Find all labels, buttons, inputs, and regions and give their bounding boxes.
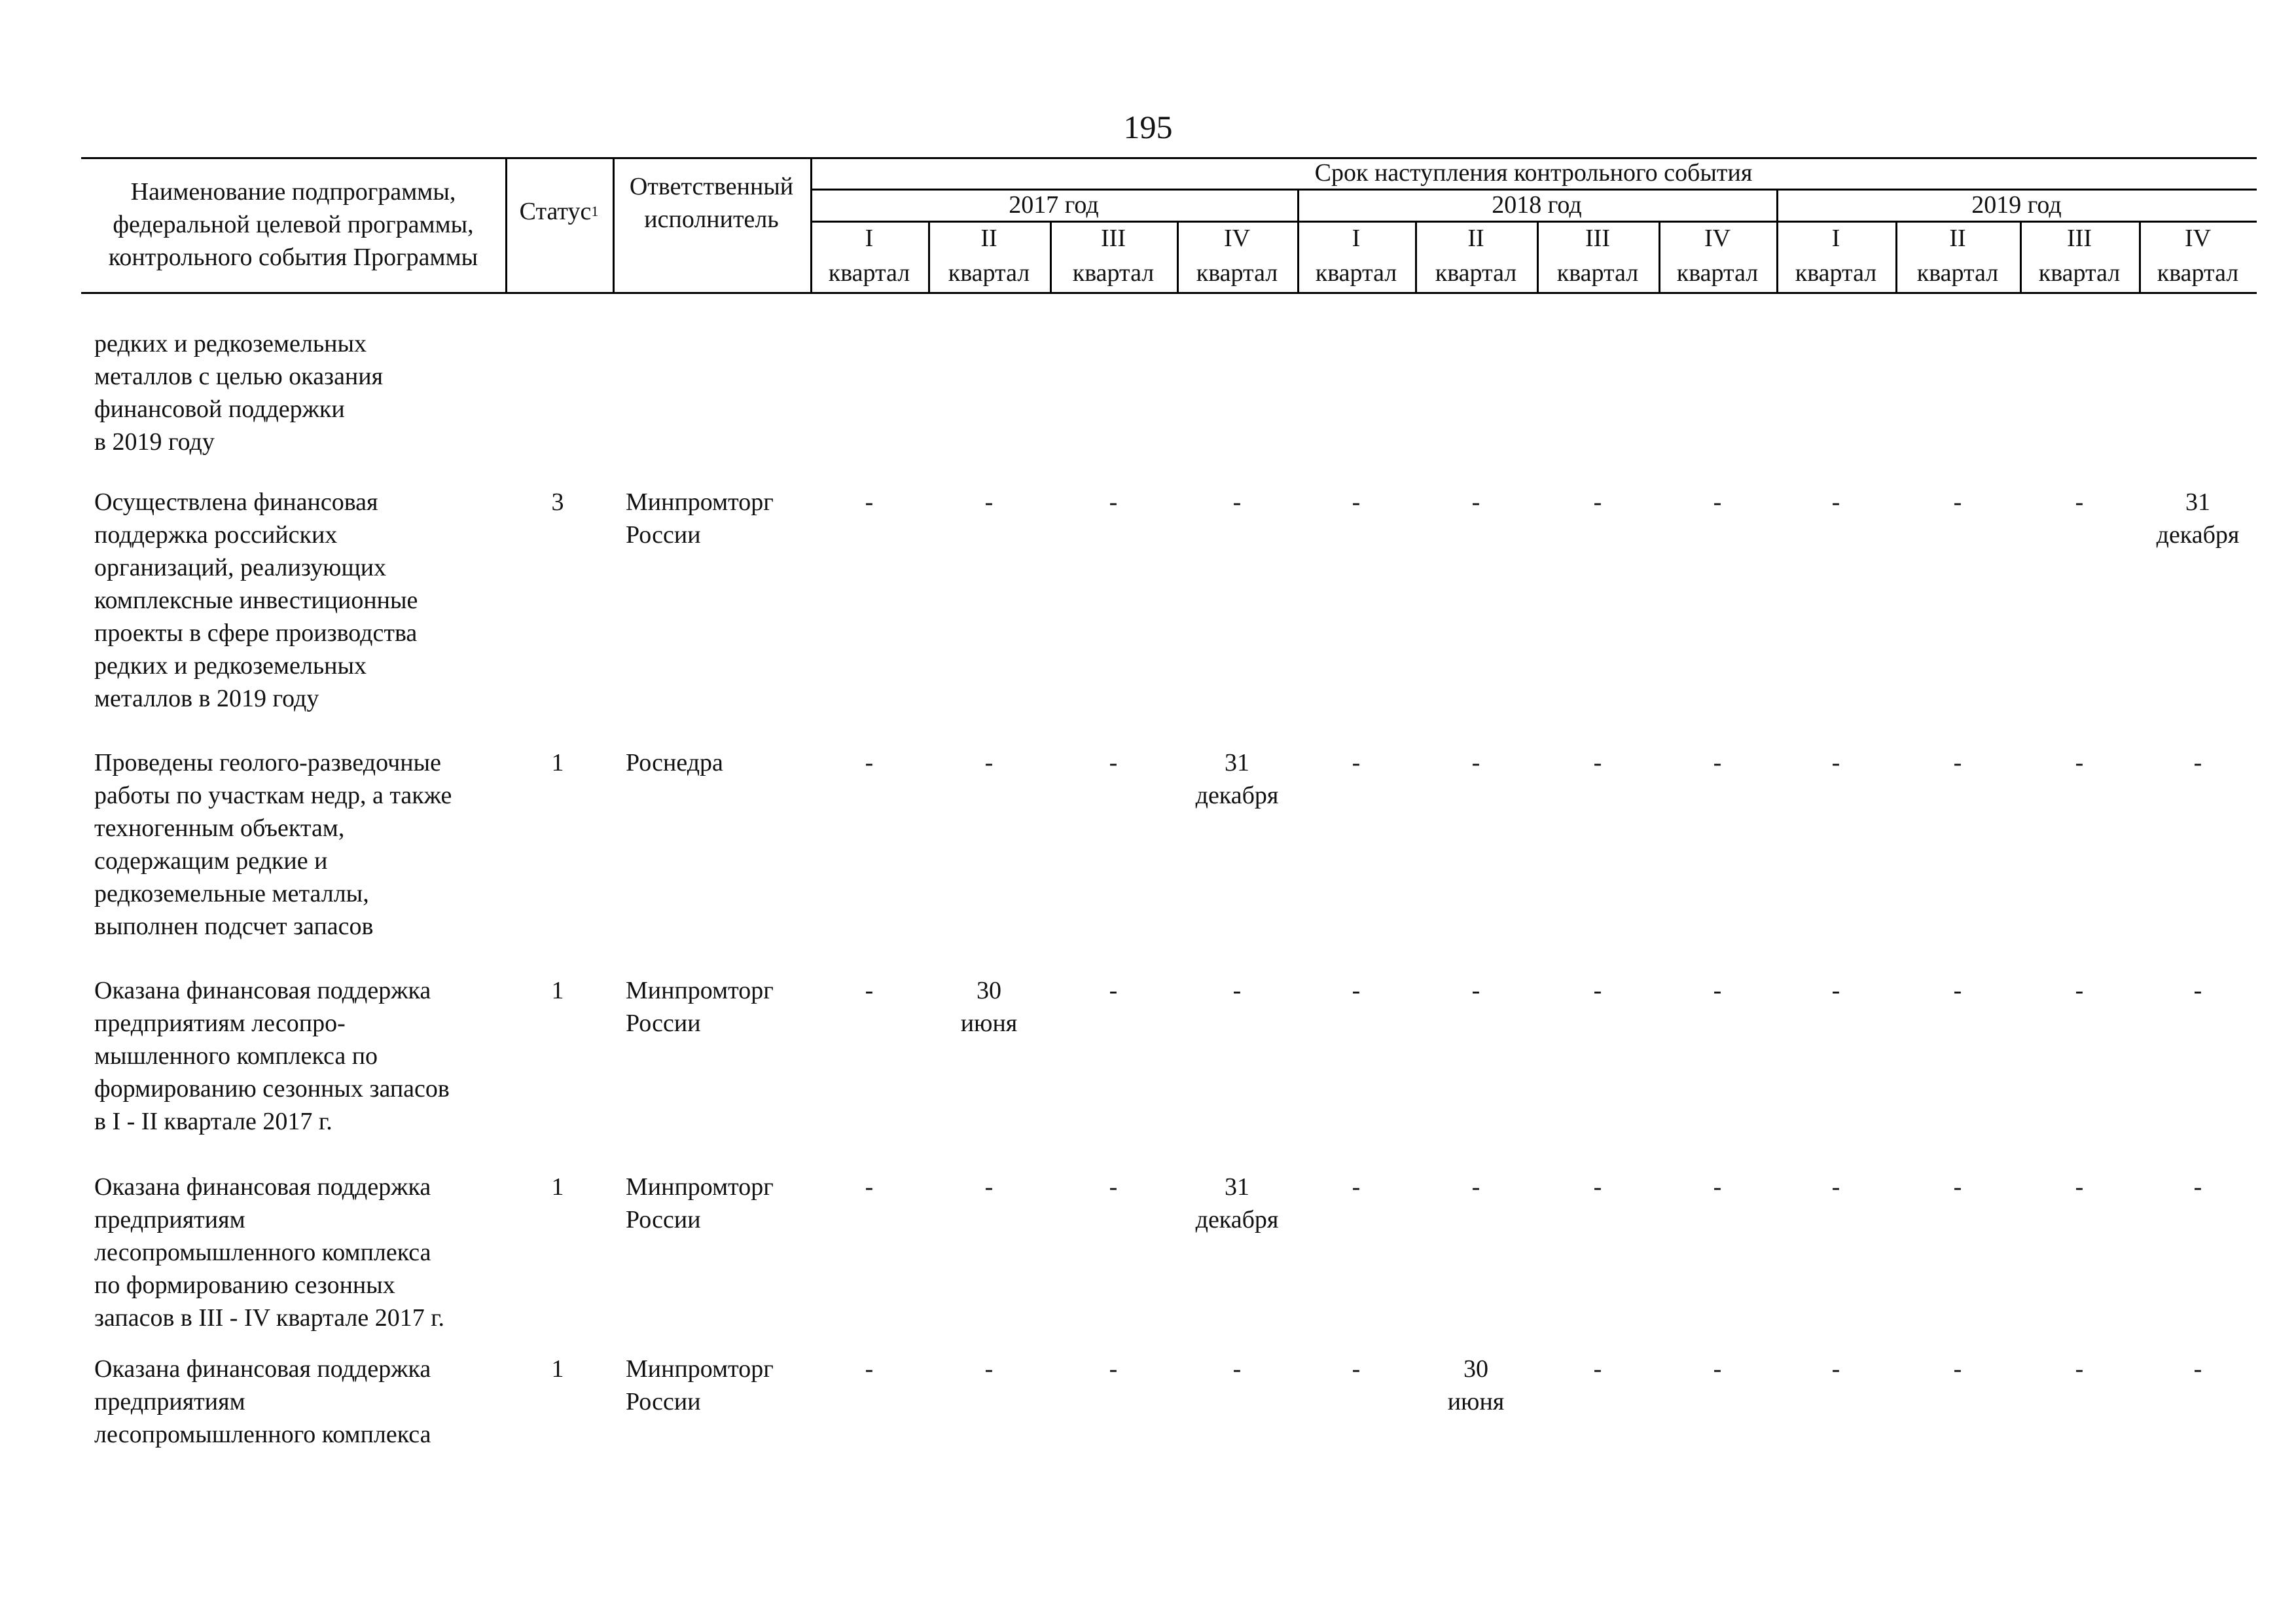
event-name: редких и редкоземельных металлов с целью оказания финансовой поддержки в 2019 году [94, 330, 384, 456]
quarter-word-header: квартал [1795, 259, 1877, 287]
quarter-header: II [980, 225, 997, 252]
quarter-cell: 31 декабря [1195, 749, 1279, 809]
quarter-cell: - [1593, 488, 1602, 516]
quarter-cell: - [865, 977, 874, 1004]
quarter-cell: - [865, 1355, 874, 1383]
quarter-cell: - [1109, 1173, 1118, 1201]
name-column-header: Наименование подпрограммы, федеральной целевой программы, контрольного события Программы [108, 178, 478, 271]
quarter-cell: - [1953, 749, 1962, 776]
quarter-cell: - [1593, 1355, 1602, 1383]
event-executor: Минпромторг России [626, 488, 774, 549]
quarter-cell: - [1232, 488, 1242, 516]
quarter-cell: - [865, 488, 874, 516]
quarter-word-header: квартал [1556, 259, 1639, 287]
quarter-cell: - [1352, 977, 1361, 1004]
quarter-cell: - [2075, 977, 2084, 1004]
quarter-cell: - [1831, 1173, 1840, 1201]
event-status: 3 [551, 488, 564, 516]
quarter-cell: - [2075, 749, 2084, 776]
quarter-cell: - [1471, 977, 1480, 1004]
event-status: 1 [551, 1355, 564, 1383]
year-header: 2019 год [1971, 191, 2062, 219]
quarter-cell: - [2075, 488, 2084, 516]
quarter-cell: - [1593, 977, 1602, 1004]
header-bottom-rule [81, 292, 2257, 294]
quarter-cell: 30 июня [1447, 1355, 1505, 1415]
quarter-word-header: квартал [1916, 259, 1999, 287]
event-name: Осуществлена финансовая поддержка российских организаций, реализующих комплексные инвестиционные проекты в сфере производства редких и редкоземельных металлов в 2019 году [94, 488, 418, 712]
page-number: 195 [1123, 109, 1173, 145]
quarter-cell: - [1352, 488, 1361, 516]
quarter-cell: - [1831, 749, 1840, 776]
quarter-word-header: квартал [828, 259, 910, 287]
quarter-cell: - [2193, 749, 2202, 776]
quarter-header: II [1467, 225, 1484, 252]
quarter-cell: - [1831, 1355, 1840, 1383]
quarter-cell: - [1109, 749, 1118, 776]
quarter-cell: - [1831, 488, 1840, 516]
event-status: 1 [551, 977, 564, 1004]
quarter-header: I [865, 225, 874, 252]
quarter-word-header: квартал [2038, 259, 2121, 287]
quarter-header: III [1585, 225, 1610, 252]
quarter-cell: - [1953, 1173, 1962, 1201]
quarter-cell: 31 декабря [1195, 1173, 1279, 1233]
quarter-header: II [1949, 225, 1966, 252]
event-executor: Роснедра [626, 749, 723, 776]
event-executor: Минпромторг России [626, 977, 774, 1037]
year-header: 2017 год [1009, 191, 1099, 219]
quarter-word-header: квартал [1196, 259, 1278, 287]
quarter-cell: - [1471, 1173, 1480, 1201]
quarter-header: IV [1223, 225, 1251, 252]
quarter-cell: - [984, 1355, 994, 1383]
executor-column-header: Ответственный исполнитель [629, 173, 794, 233]
quarter-cell: - [1232, 1355, 1242, 1383]
quarter-cell: - [1471, 749, 1480, 776]
quarter-word-header: квартал [2157, 259, 2239, 287]
quarter-cell: - [1471, 488, 1480, 516]
quarter-word-header: квартал [948, 259, 1030, 287]
quarter-cell: - [1593, 749, 1602, 776]
quarter-cell: - [1713, 749, 1722, 776]
quarter-word-header: квартал [1676, 259, 1759, 287]
quarter-cell: - [2075, 1355, 2084, 1383]
quarter-header: IV [2184, 225, 2212, 252]
quarter-cell: - [1109, 488, 1118, 516]
quarter-cell: - [1953, 1355, 1962, 1383]
event-name: Оказана финансовая поддержка предприятиям лесопро- мышленного комплекса по формированию сезонных запасов в I - II квартале 2017 г. [94, 977, 450, 1135]
quarter-cell: - [1109, 1355, 1118, 1383]
quarter-cell: - [2075, 1173, 2084, 1201]
quarter-cell: 30 июня [960, 977, 1018, 1037]
quarter-cell: - [1713, 1173, 1722, 1201]
event-name: Оказана финансовая поддержка предприятиям лесопромышленного комплекса [94, 1355, 431, 1448]
quarter-cell: - [984, 1173, 994, 1201]
quarter-word-header: квартал [1435, 259, 1517, 287]
quarter-header: I [1831, 225, 1840, 252]
quarter-cell: - [1232, 977, 1242, 1004]
event-name: Оказана финансовая поддержка предприятиям лесопромышленного комплекса по формированию сезонных запасов в III - IV квартале 2017 г. [94, 1173, 445, 1332]
quarter-header: IV [1704, 225, 1731, 252]
quarter-cell: - [1713, 977, 1722, 1004]
quarter-cell: - [1953, 488, 1962, 516]
quarter-cell: - [1953, 977, 1962, 1004]
event-executor: Минпромторг России [626, 1355, 774, 1415]
quarter-cell: - [1713, 488, 1722, 516]
status-header-label: Статус [519, 198, 592, 225]
quarter-cell: - [2193, 977, 2202, 1004]
quarter-cell: - [2193, 1173, 2202, 1201]
quarter-cell: - [1831, 977, 1840, 1004]
event-executor: Минпромторг России [626, 1173, 774, 1233]
deadline-header: Срок наступления контрольного события [1314, 159, 1753, 187]
event-name: Проведены геолого-разведочные работы по участкам недр, а также техногенным объектам, содержащим редкие и редкоземельные металлы, выполнен подсчет запасов [94, 749, 452, 940]
year-header: 2018 год [1492, 191, 1582, 219]
quarter-word-header: квартал [1315, 259, 1397, 287]
quarter-cell: - [1109, 977, 1118, 1004]
status-column-header: Статус 1 [505, 144, 613, 279]
quarter-cell: - [865, 1173, 874, 1201]
quarter-header: I [1352, 225, 1361, 252]
quarter-cell: - [1352, 749, 1361, 776]
quarter-cell: - [1593, 1173, 1602, 1201]
event-status: 1 [551, 1173, 564, 1201]
quarter-cell: - [865, 749, 874, 776]
quarter-header: III [1101, 225, 1126, 252]
quarter-cell: - [2193, 1355, 2202, 1383]
quarter-cell: - [984, 488, 994, 516]
quarter-cell: - [1713, 1355, 1722, 1383]
quarter-header: III [2067, 225, 2092, 252]
quarter-cell: - [1352, 1355, 1361, 1383]
quarter-word-header: квартал [1072, 259, 1155, 287]
quarter-cell: 31 декабря [2156, 488, 2240, 549]
event-status: 1 [551, 749, 564, 776]
quarter-cell: - [1352, 1173, 1361, 1201]
quarter-cell: - [984, 749, 994, 776]
